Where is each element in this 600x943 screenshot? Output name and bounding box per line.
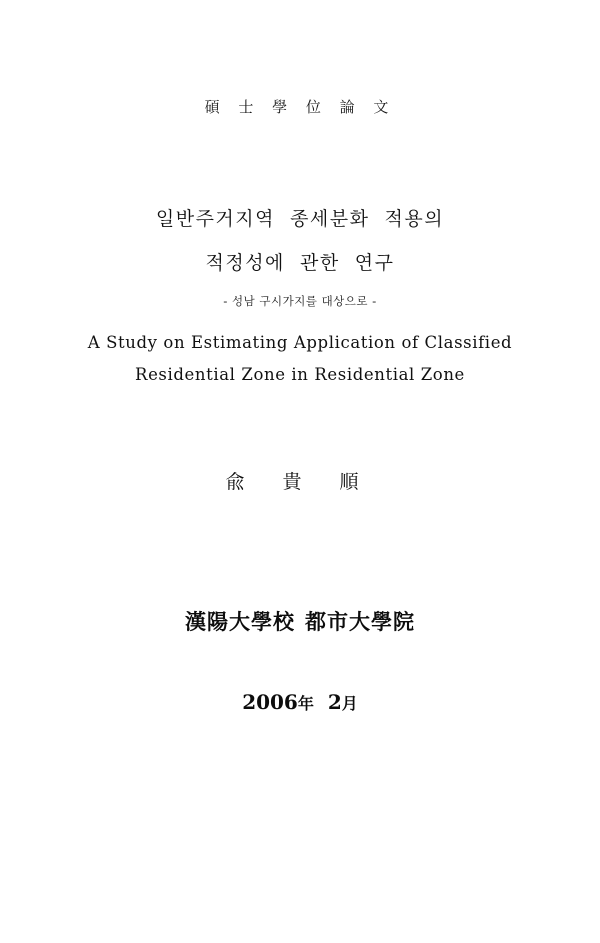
korean-subtitle: - 성남 구시가지를 대상으로 - [223, 294, 377, 308]
date-month-number: 2 [327, 690, 342, 714]
date-year-character: 年 [297, 694, 314, 713]
english-title [0, 327, 600, 391]
graduate-school-name: 都市大學院 [305, 609, 415, 634]
date-month-character: 月 [341, 694, 358, 713]
korean-title [0, 197, 600, 285]
university-name: 漢陽大學校 [185, 609, 295, 634]
author-name: 兪 貴 順 [225, 471, 375, 493]
date-year-number: 2006 [242, 690, 298, 714]
degree-line: 碩 士 學 位 論 文 [204, 98, 396, 116]
korean-title-line-2: 적정성에 관한 연구 [205, 252, 395, 274]
english-title-line-1: A Study on Estimating Application of Classified [87, 333, 513, 352]
thesis-cover-page [0, 96, 600, 943]
institution-line [0, 606, 600, 636]
publication-date [0, 690, 600, 714]
korean-title-line-1: 일반주거지역 종세분화 적용의 [155, 208, 445, 230]
english-title-line-2: Residential Zone in Residential Zone [135, 365, 465, 384]
